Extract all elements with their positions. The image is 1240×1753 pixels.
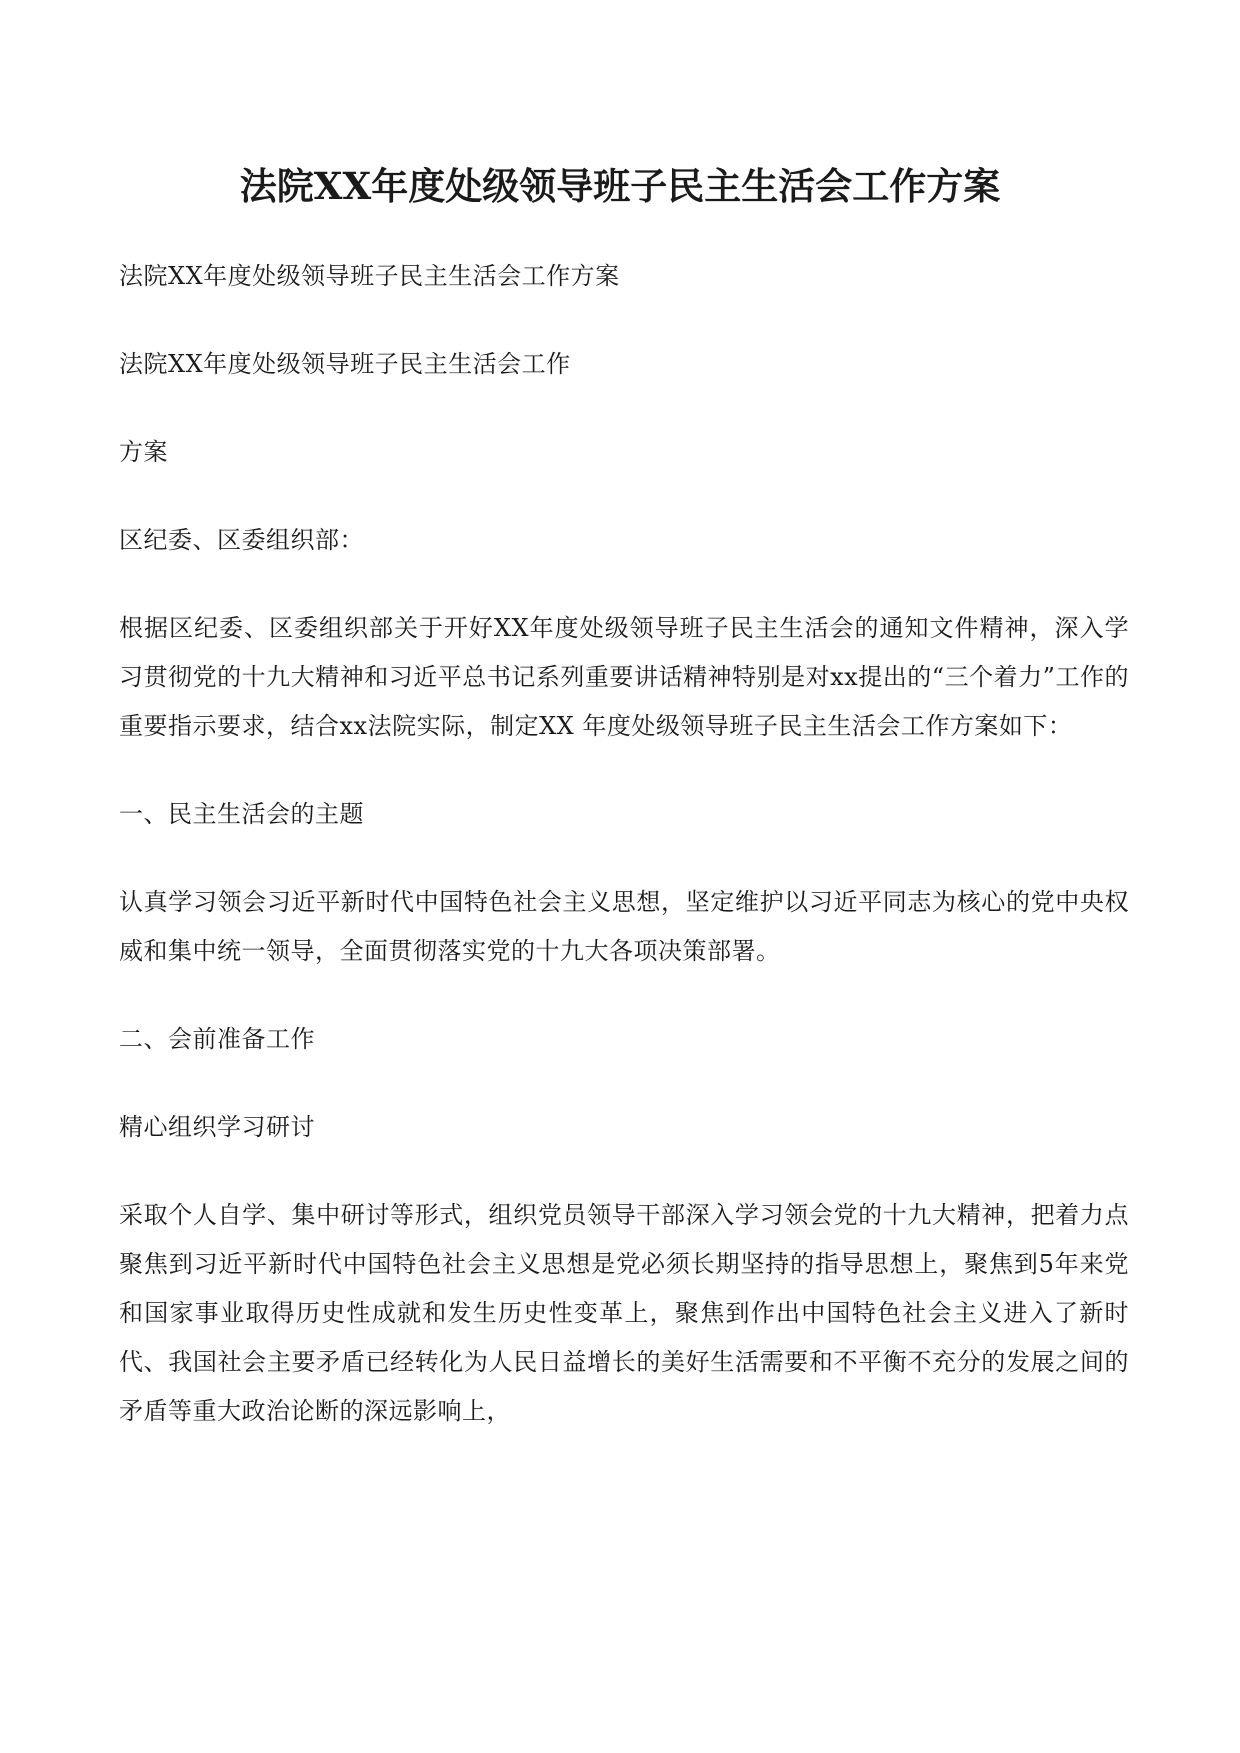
paragraph-introduction: 根据区纪委、区委组织部关于开好XX年度处级领导班子民主生活会的通知文件精神，深入学习贯彻党的十九大精神和习近平总书记系列重要讲话精神特别是对xx提出的“三个着力”工作的重要指示要求，结合xx法院实际，制定XX 年度处级领导班子民主生活会工作方案如下： — [119, 614, 1129, 740]
document-title: 法院XX年度处级领导班子民主生活会工作方案 — [239, 164, 1001, 208]
paragraph-addressee: 区纪委、区委组织部： — [119, 526, 364, 554]
paragraph-theme: 认真学习领会习近平新时代中国特色社会主义思想，坚定维护以习近平同志为核心的党中央权威和集中统一领导，全面贯彻落实党的十九大各项决策部署。 — [119, 888, 1129, 965]
paragraph-heading-repeat: 法院XX年度处级领导班子民主生活会工作方案 — [119, 262, 620, 290]
section-heading-preparation: 二、会前准备工作 — [119, 1025, 315, 1053]
section-heading-theme: 一、民主生活会的主题 — [119, 800, 364, 828]
subheading-study: 精心组织学习研讨 — [119, 1113, 315, 1141]
paragraph-study: 采取个人自学、集中研讨等形式，组织党员领导干部深入学习领会党的十九大精神，把着力点聚焦到习近平新时代中国特色社会主义思想是党必须长期坚持的指导思想上，聚焦到5年来党和国家事业取得历史性成就和发生历史性变革上，聚焦到作出中国特色社会主义进入了新时代、我国社会主要矛盾已经转化为人民日益增长的美好生活需要和不平衡不充分的发展之间的矛盾等重大政治论断的深远影响上， — [119, 1201, 1129, 1425]
paragraph-heading-part2: 方案 — [119, 438, 168, 466]
paragraph-heading-part1: 法院XX年度处级领导班子民主生活会工作 — [119, 350, 571, 378]
